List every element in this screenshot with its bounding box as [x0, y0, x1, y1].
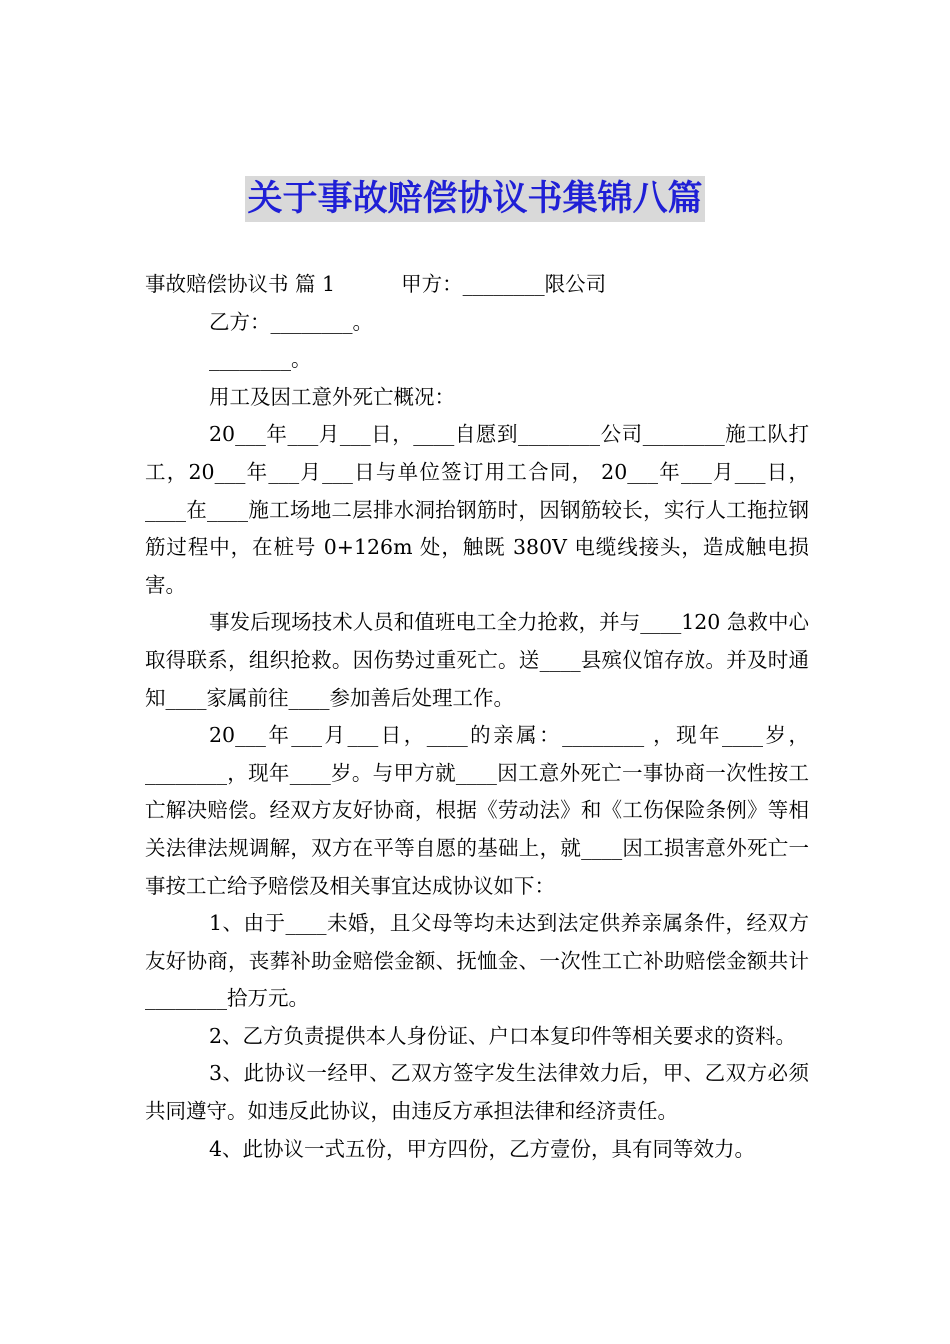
header-line — [145, 266, 809, 304]
document-title: 关于事故赔偿协议书集锦八篇 — [245, 176, 704, 222]
paragraph-negotiation: 20___年___月___日，____的亲属：________ ，现年____岁，________，现年____岁。与甲方就____因工意外死亡一事协商一次性按工亡解决赔偿。经双方友好协商，根据《劳动法》和《工伤保险条例》等相关法律法规调解，双方在平等自愿的基础上，就____因工损害意外死亡一事按工亡给予赔偿及相关事宜达成协议如下： — [145, 723, 809, 898]
clause-3: 3、此协议一经甲、乙双方签字发生法律效力后，甲、乙双方必须共同遵守。如违反此协议，由违反方承担法律和经济责任。 — [145, 1061, 809, 1124]
paragraph-incident: 20___年___月___日，____自愿到________公司________施工队打工，20___年___月___日与单位签订用工合同， 20___年___月___日，____在____施工场地二层排水洞抬钢筋时，因钢筋较长，实行人工拖拉钢筋过程中，在桩号 0+126m 处，触既 380V 电缆线接头，造成触电损害。 — [145, 422, 809, 597]
title-container — [0, 176, 950, 222]
overview-heading: 用工及因工意外死亡概况： — [209, 384, 455, 409]
section-label: 事故赔偿协议书 篇 1 — [145, 272, 336, 296]
document-body — [145, 266, 809, 1168]
party-a-line: 甲方：________限公司 — [401, 272, 607, 296]
blank-line: ________。 — [209, 347, 312, 372]
paragraph-rescue: 事发后现场技术人员和值班电工全力抢救，并与____120 急救中心取得联系，组织抢救。因伤势过重死亡。送____县殡仪馆存放。并及时通知____家属前往____参加善后处理工作。 — [145, 610, 809, 710]
header-gap — [335, 266, 401, 304]
clause-4: 4、此协议一式五份，甲方四份，乙方壹份，具有同等效力。 — [209, 1136, 756, 1161]
clause-2: 2、乙方负责提供本人身份证、户口本复印件等相关要求的资料。 — [209, 1023, 797, 1048]
party-b-line: 乙方：________。 — [209, 309, 373, 334]
clause-1: 1、由于____未婚，且父母等均未达到法定供养亲属条件，经双方友好协商，丧葬补助金赔偿金额、抚恤金、一次性工亡补助赔偿金额共计________拾万元。 — [145, 911, 809, 1011]
